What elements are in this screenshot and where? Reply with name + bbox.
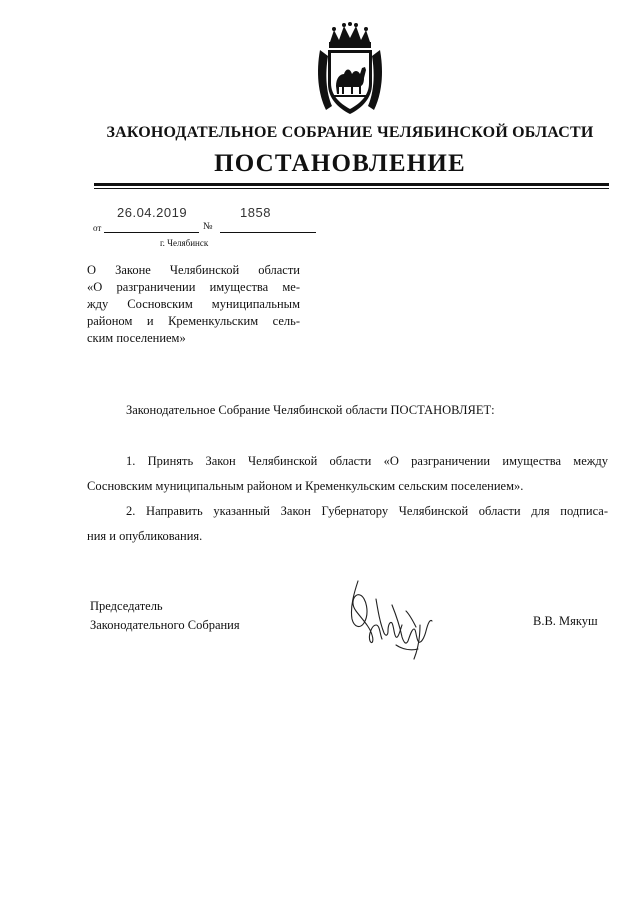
document-date: 26.04.2019	[117, 205, 188, 220]
document-number: 1858	[240, 205, 271, 220]
header-divider-thick	[94, 183, 609, 186]
subject-line: «О разграничении имущества ме-	[87, 280, 300, 294]
date-underline	[104, 232, 199, 233]
subject-line: О Законе Челябинской области	[87, 263, 300, 277]
subject-line: жду Сосновским муниципальным	[87, 297, 300, 311]
paragraph-line: ния и опубликования.	[87, 529, 203, 543]
subject-line: районом и Кременкульским сель-	[87, 314, 300, 328]
resolution-item-2	[87, 499, 608, 549]
signer-position-line: Законодательного Собрания	[90, 618, 240, 632]
header-divider-thin	[94, 188, 609, 189]
organization-title: ЗАКОНОДАТЕЛЬНОЕ СОБРАНИЕ ЧЕЛЯБИНСКОЙ ОБЛАСТИ	[106, 124, 594, 141]
signer-position	[90, 597, 240, 635]
city-label: г. Челябинск	[160, 238, 209, 248]
handwritten-signature-icon	[336, 575, 446, 665]
subject-line: ским поселением»	[87, 331, 186, 345]
coat-of-arms-icon	[316, 22, 384, 118]
document-subject	[87, 262, 300, 347]
resolution-preamble: Законодательное Собрание Челябинской области ПОСТАНОВЛЯЕТ:	[126, 403, 495, 417]
number-underline	[220, 232, 316, 233]
paragraph-line: 1. Принять Закон Челябинской области «О разграничении имущества между	[126, 454, 608, 468]
resolution-item-1	[87, 449, 608, 499]
signer-name: В.В. Мякуш	[533, 614, 598, 628]
number-prefix-label: №	[203, 221, 213, 232]
date-prefix-label: от	[93, 223, 102, 233]
paragraph-line: 2. Направить указанный Закон Губернатору Челябинской области для подписа-	[126, 504, 608, 518]
paragraph-line: Сосновским муниципальным районом и Кременкульским сельским поселением».	[87, 479, 524, 493]
document-type-title: ПОСТАНОВЛЕНИЕ	[214, 150, 466, 177]
signer-position-line: Председатель	[90, 599, 163, 613]
